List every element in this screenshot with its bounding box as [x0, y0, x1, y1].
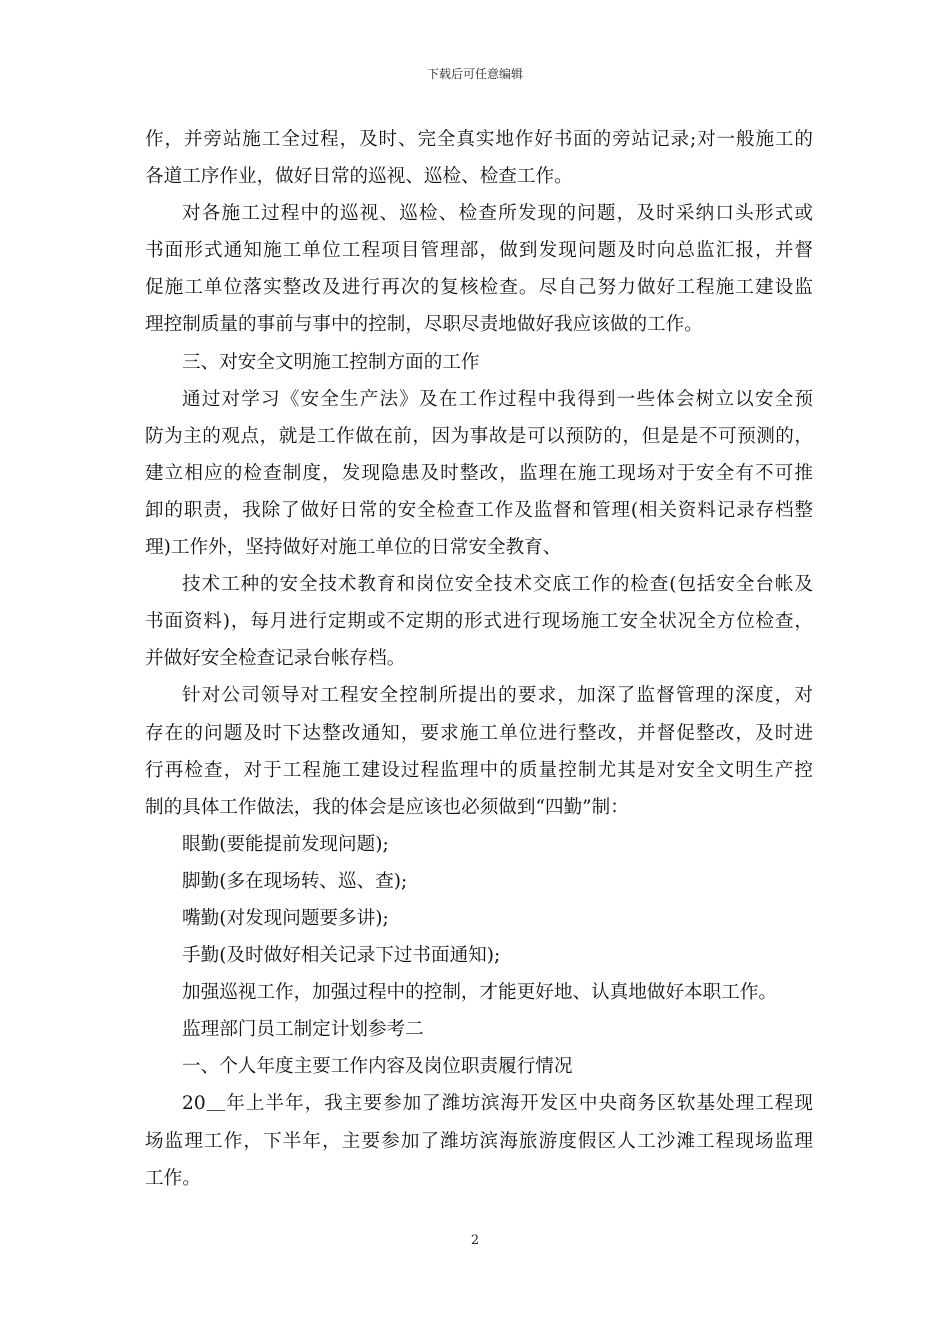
text-line: 并做好安全检查记录台帐存档。 [145, 648, 406, 670]
text-line: 理控制质量的事前与事中的控制，尽职尽责地做好我应该做的工作。 [145, 314, 703, 336]
text-line: 工作。 [145, 1167, 201, 1189]
text-line: 理)工作外，坚持做好对施工单位的日常安全教育、 [145, 537, 562, 559]
text-line: 场监理工作，下半年，主要参加了潍坊滨海旅游度假区人工沙滩工程现场监理 [145, 1130, 813, 1152]
text-line: 眼勤(要能提前发现问题); [182, 833, 389, 855]
text-line: 各道工序作业，做好日常的巡视、巡检、检查工作。 [145, 166, 573, 188]
page-number: 2 [470, 1233, 480, 1248]
text-line: 嘴勤(对发现问题要多讲); [182, 907, 389, 929]
text-line: 制的具体工作做法，我的体会是应该也必须做到“四勤”制： [145, 796, 629, 818]
text-line: 脚勤(多在现场转、巡、查); [182, 870, 408, 892]
text-line: 加强巡视工作，加强过程中的控制，才能更好地、认真地做好本职工作。 [182, 982, 778, 1004]
document-body [145, 121, 813, 1197]
text-line: 防为主的观点，就是工作做在前，因为事故是可以预防的，但是是不可预测的， [145, 425, 813, 447]
text-line: 建立相应的检查制度，发现隐患及时整改，监理在施工现场对于安全有不可推 [145, 462, 813, 484]
text-line: 针对公司领导对工程安全控制所提出的要求，加深了监督管理的深度，对 [182, 685, 813, 707]
text-line: 技术工种的安全技术教育和岗位安全技术交底工作的检查(包括安全台帐及 [182, 574, 813, 596]
text-line: 一、个人年度主要工作内容及岗位职责履行情况 [182, 1056, 573, 1078]
text-line: 通过对学习《安全生产法》及在工作过程中我得到一些体会树立以安全预 [182, 388, 813, 410]
text-line: 监理部门员工制定计划参考二 [182, 1019, 424, 1041]
text-line: 卸的职责，我除了做好日常的安全检查工作及监督和管理(相关资料记录存档整 [145, 499, 813, 521]
text-line: 三、对安全文明施工控制方面的工作 [182, 351, 480, 373]
page-header: 下载后可任意编辑 [426, 67, 523, 81]
text-line: 书面资料)，每月进行定期或不定期的形式进行现场施工安全状况全方位检查， [145, 611, 813, 633]
text-line: 行再检查，对于工程施工建设过程监理中的质量控制尤其是对安全文明生产控 [145, 759, 813, 781]
text-line: 作，并旁站施工全过程，及时、完全真实地作好书面的旁站记录;对一般施工的 [145, 129, 813, 150]
text-line: 存在的问题及时下达整改通知，要求施工单位进行整改，并督促整改，及时进 [145, 722, 813, 744]
text-line: 对各施工过程中的巡视、巡检、检查所发现的问题，及时采纳口头形式或 [182, 203, 813, 225]
text-line: 手勤(及时做好相关记录下过书面通知); [182, 945, 501, 967]
text-line: 20＿年上半年，我主要参加了潍坊滨海开发区中央商务区软基处理工程现 [182, 1093, 813, 1115]
text-line: 书面形式通知施工单位工程项目管理部，做到发现问题及时向总监汇报，并督 [145, 240, 813, 262]
text-line: 促施工单位落实整改及进行再次的复核检查。尽自己努力做好工程施工建设监 [145, 277, 813, 299]
